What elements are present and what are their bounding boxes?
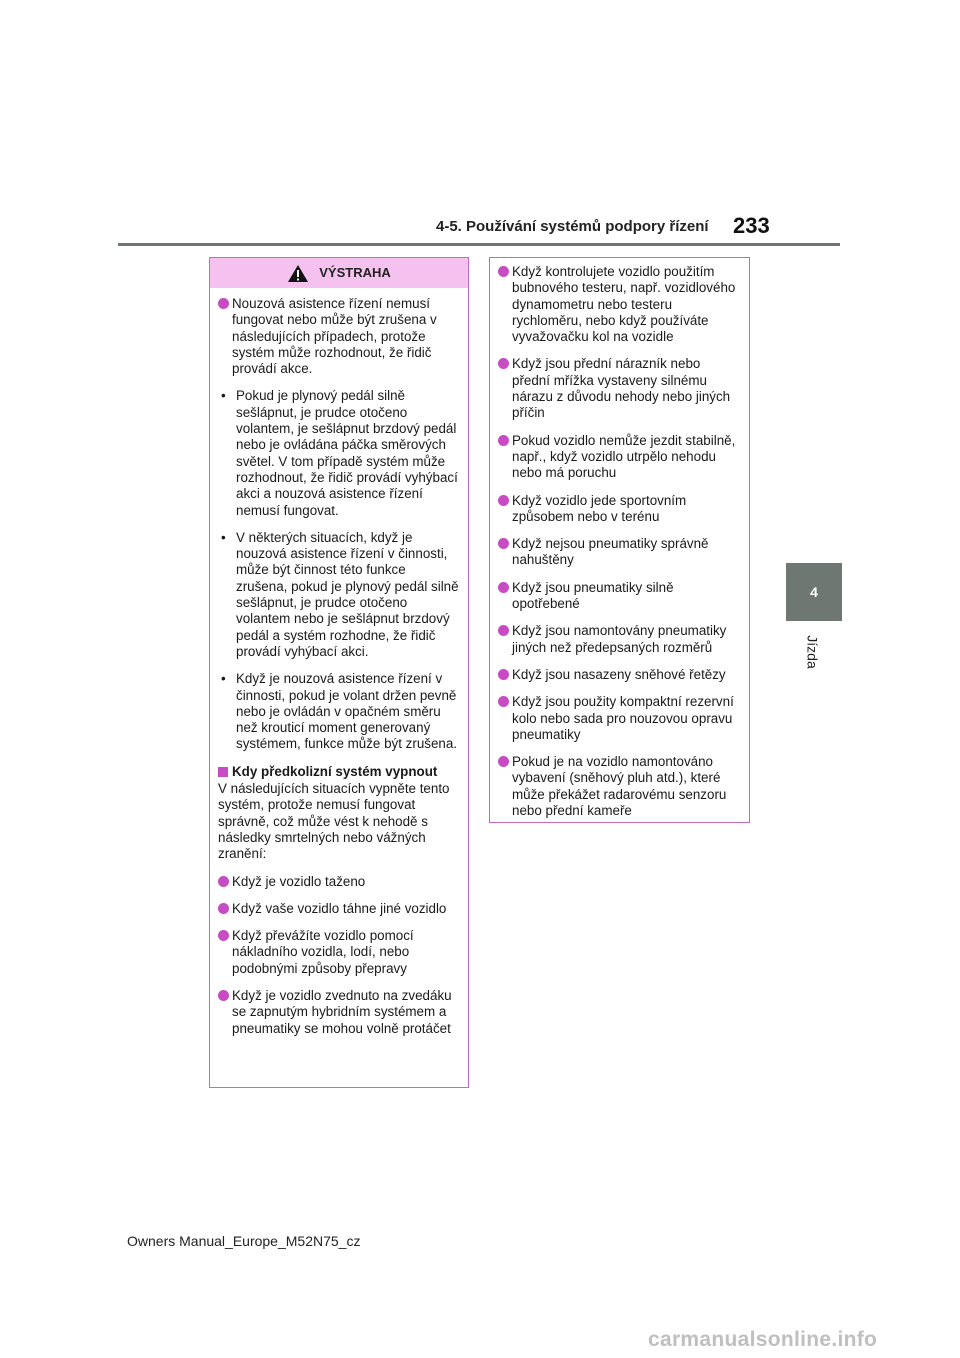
bullet-dot-icon (498, 266, 509, 277)
chapter-label-text: Jízda (805, 635, 821, 669)
section-title: 4-5. Používání systémů podpory řízení (436, 218, 709, 235)
section-paragraph: V následujících situacích vypněte tento systém, protože nemusí fungovat správně, což může vést k nehodě s následky smrtelných nebo vážných zranění: (218, 781, 450, 862)
bullet-dot-icon (498, 538, 509, 549)
list-item-text: Když vozidlo jede sportovním způsobem nebo v terénu (512, 492, 687, 524)
list-item (498, 264, 741, 345)
chapter-tab: 4 (786, 563, 842, 621)
section-heading (218, 764, 460, 780)
list-item (498, 580, 741, 613)
bullet-dot-icon (498, 582, 509, 593)
list-item-text: Pokud je plynový pedál silně sešlápnut, je prudce otočeno volantem, je sešlápnut brzdový pedál nebo je ovládána páčka směrových světel. V tom případě systém může rozhodnout, že řidič provádí vyhýbací akci a nouzová asistence řízení nemusí fungovat. (236, 388, 458, 518)
list-item (218, 388, 460, 518)
list-item-text: Nouzová asistence řízení nemusí fungovat nebo může být zrušena v následujících případech, protože systém může rozhodnout, že řidič provádí akce. (232, 296, 437, 377)
list-item-text: Když jsou pneumatiky silně opotřebené (512, 579, 674, 612)
warning-box-continued (489, 257, 750, 823)
bullet-dot-icon (498, 495, 509, 506)
list-item (218, 928, 460, 977)
watermark: carmanualsonline.info (648, 1328, 878, 1351)
list-item-text: Když vaše vozidlo táhne jiné vozidlo (232, 900, 447, 916)
list-item-text: Pokud je na vozidlo namontováno vybavení (sněhový pluh atd.), které může překážet radarovému senzoru nebo přední kameře (512, 754, 727, 819)
bullet-dot-icon (498, 435, 509, 446)
list-item (498, 623, 741, 656)
bullet-dot-icon (218, 903, 229, 914)
warning-triangle-icon (287, 264, 309, 283)
list-item-text: Když nejsou pneumatiky správně nahuštěny (512, 536, 709, 568)
list-item-text: Když jsou použity kompaktní rezervní kolo nebo sada pro nouzovou opravu pneumatiky (512, 694, 734, 742)
warning-box (209, 257, 469, 1088)
list-item-text: Pokud vozidlo nemůže jezdit stabilně, např., když vozidlo utrpělo nehodu nebo má poruchu (512, 432, 736, 481)
bullet-marker-icon: • (221, 529, 226, 545)
list-item (218, 671, 460, 752)
bullet-dot-icon (498, 625, 509, 636)
list-item-text: Když je nouzová asistence řízení v činnosti, pokud je volant držen pevně nebo je ovládán v opačném směru než krouticí moment generovaný systémem, funkce může být zrušena. (236, 671, 458, 752)
bullet-dot-icon (498, 756, 509, 767)
list-item-text: Když je vozidlo taženo (232, 873, 366, 889)
bullet-marker-icon: • (221, 388, 226, 404)
bullet-dot-icon (498, 669, 509, 680)
bullet-dot-icon (498, 696, 509, 707)
list-item (498, 356, 741, 421)
bullet-dot-icon (218, 876, 229, 887)
list-item (218, 530, 460, 660)
bullet-dot-icon (498, 358, 509, 369)
list-item (498, 493, 741, 526)
warning-title: VÝSTRAHA (319, 264, 391, 280)
list-item (218, 874, 460, 890)
list-item-text: Když jsou přední nárazník nebo přední mřížka vystaveny silnému nárazu z důvodu nehody nebo jiných příčin (512, 356, 731, 421)
page-number: 233 (733, 213, 770, 238)
list-item (498, 667, 741, 683)
chapter-label (783, 630, 843, 674)
list-item (498, 433, 741, 482)
section-heading-text: Kdy předkolizní systém vypnout (232, 763, 438, 779)
list-item (498, 754, 741, 819)
list-item-text: Když jsou nasazeny sněhové řetězy (512, 666, 726, 682)
bullet-marker-icon: • (221, 671, 226, 687)
header-rule (118, 243, 840, 246)
list-item (498, 694, 741, 743)
list-item-text: Když převážíte vozidlo pomocí nákladního vozidla, lodí, nebo podobnými způsoby přepravy (232, 928, 414, 976)
bullet-dot-icon (218, 930, 229, 941)
warning-header (210, 258, 468, 288)
list-item (218, 988, 460, 1037)
list-item-text: Když kontrolujete vozidlo použitím bubnového testeru, např. vozidlového dynamometru nebo testeru rychloměru, nebo když používáte vyvažovačku kol na vozidle (512, 264, 736, 345)
list-item-text: Když je vozidlo zvednuto na zvedáku se zapnutým hybridním systémem a pneumatiky se mohou volně protáčet (232, 987, 452, 1036)
square-bullet-icon (218, 767, 228, 777)
list-item (498, 536, 741, 569)
list-item-text: V některých situacích, když je nouzová asistence řízení v činnosti, může být činnost této funkce zrušena, pokud je plynový pedál silně sešlápnut, je prudce otočeno volantem nebo je sešlápnut brzdový pedál a systém rozhodne, že řidič provádí vyhýbací akci. (236, 529, 459, 659)
list-item-text: Když jsou namontovány pneumatiky jiných než předepsaných rozměrů (512, 623, 727, 655)
bullet-dot-icon (218, 990, 229, 1001)
list-item (218, 296, 460, 377)
document-name: Owners Manual_Europe_M52N75_cz (127, 1233, 361, 1249)
list-item (218, 901, 460, 917)
bullet-dot-icon (218, 298, 229, 309)
